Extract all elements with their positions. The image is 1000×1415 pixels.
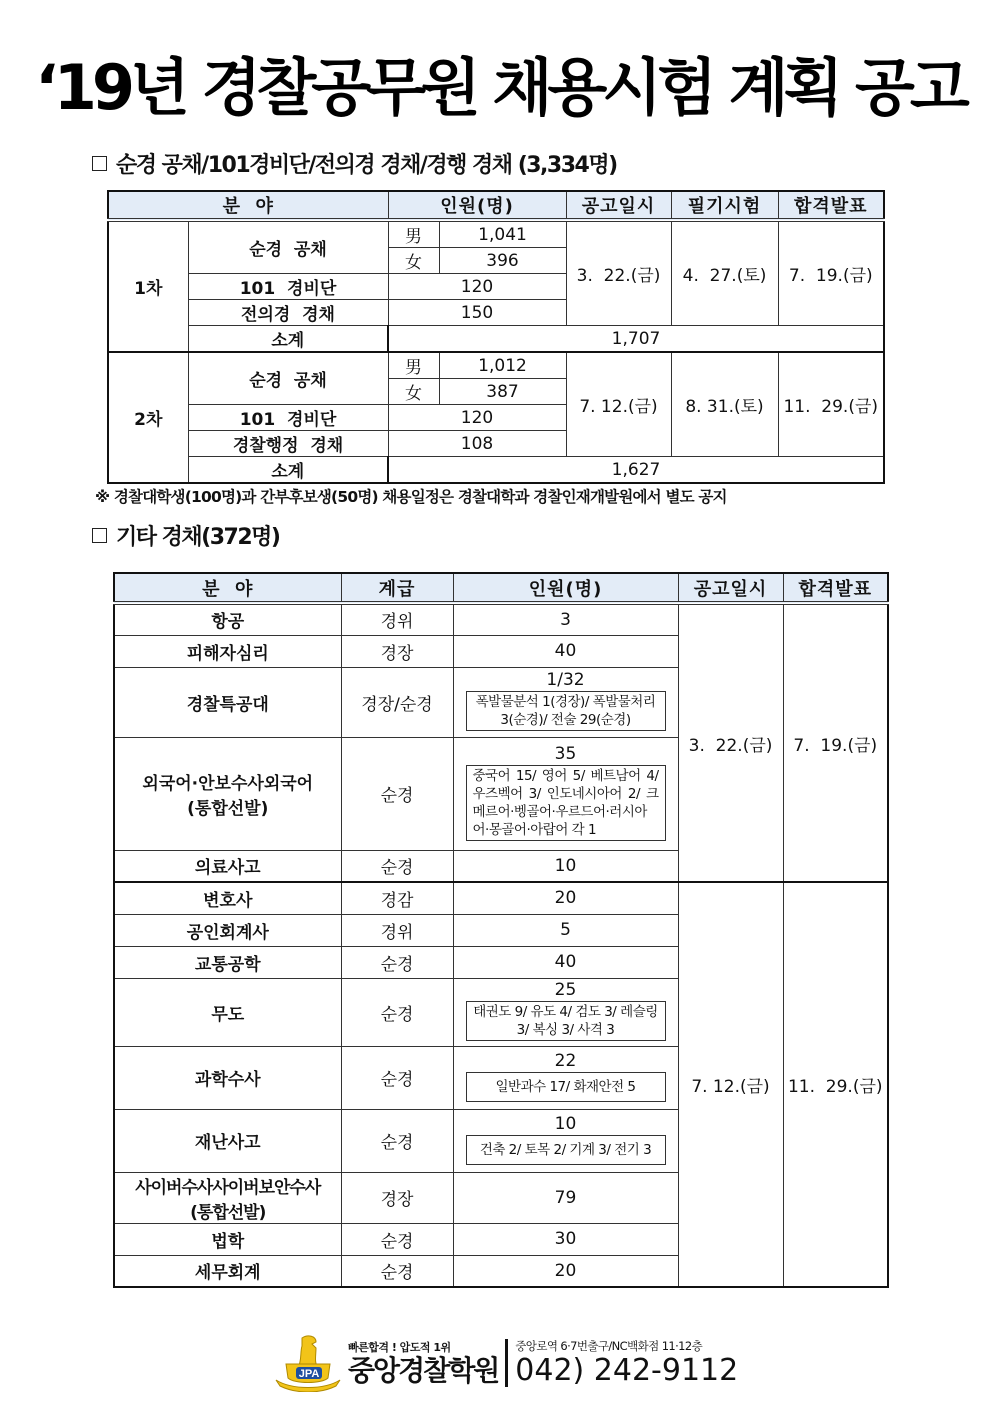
header-result: 합격발표 bbox=[778, 191, 884, 220]
group2-announce-date: 7. 12.(금) bbox=[678, 882, 783, 1287]
round1-result-date: 7. 19.(금) bbox=[778, 220, 884, 326]
count-cell: 20 bbox=[453, 1255, 678, 1287]
round2-field-0: 순경 공채 bbox=[188, 352, 388, 405]
round1-announce-date: 3. 22.(금) bbox=[566, 220, 671, 326]
count-cell bbox=[453, 737, 678, 850]
header-announce: 공고일시 bbox=[566, 191, 671, 220]
round2-result-date: 11. 29.(금) bbox=[778, 352, 884, 457]
count-cell: 79 bbox=[453, 1172, 678, 1223]
field-cell: 교통공학 bbox=[114, 946, 341, 978]
brand-block bbox=[348, 1339, 498, 1387]
header-count: 인원(명) bbox=[388, 191, 566, 220]
header-count: 인원(명) bbox=[453, 573, 678, 603]
female-label: 女 bbox=[388, 248, 439, 274]
rank-cell: 순경 bbox=[341, 1223, 453, 1255]
round2-count-2: 108 bbox=[388, 431, 566, 457]
rank-cell: 경감 bbox=[341, 882, 453, 914]
count-cell: 20 bbox=[453, 882, 678, 914]
rank-cell: 순경 bbox=[341, 978, 453, 1046]
round2-written-date: 8. 31.(토) bbox=[671, 352, 778, 457]
field-cell: 의료사고 bbox=[114, 850, 341, 882]
round2-female-count: 387 bbox=[439, 379, 566, 405]
round1-field-2: 전의경 경채 bbox=[188, 300, 388, 326]
field-cell bbox=[114, 737, 341, 850]
detail-box: 중국어 15/ 영어 5/ 베트남어 4/ 우즈벡어 3/ 인도네시아어 2/ 크메르어·벵골어·우르드어·러시아어·몽골어·아랍어 각 1 bbox=[466, 765, 666, 841]
field-cell: 세무회계 bbox=[114, 1255, 341, 1287]
group2-result-date: 11. 29.(금) bbox=[783, 882, 888, 1287]
brand-name: 중앙경찰학원 bbox=[348, 1354, 499, 1387]
round1-count-2: 150 bbox=[388, 300, 566, 326]
field-cell: 공인회계사 bbox=[114, 914, 341, 946]
round1-written-date: 4. 27.(토) bbox=[671, 220, 778, 326]
count-cell: 5 bbox=[453, 914, 678, 946]
detail-box: 건축 2/ 토목 2/ 기계 3/ 전기 3 bbox=[466, 1135, 666, 1165]
round1-male-count: 1,041 bbox=[439, 220, 566, 248]
field-cell: 항공 bbox=[114, 603, 341, 635]
section2-heading-text: 기타 경채(372명) bbox=[116, 525, 280, 550]
field-cell bbox=[114, 1172, 341, 1223]
jpa-eagle-logo-icon bbox=[272, 1334, 344, 1392]
rank-cell: 경장 bbox=[341, 1172, 453, 1223]
header-result: 합격발표 bbox=[783, 573, 888, 603]
field-cell: 재난사고 bbox=[114, 1109, 341, 1172]
field-subname: (통합선발) bbox=[187, 798, 269, 819]
round2-label: 2차 bbox=[108, 352, 188, 483]
count-cell: 40 bbox=[453, 635, 678, 667]
count-cell bbox=[453, 1109, 678, 1172]
round2-male-count: 1,012 bbox=[439, 352, 566, 379]
field-name: 외국어·안보수사외국어 bbox=[142, 773, 314, 794]
detail-box: 태권도 9/ 유도 4/ 검도 3/ 레슬링 3/ 복싱 3/ 사격 3 bbox=[466, 1001, 666, 1041]
count-cell bbox=[453, 667, 678, 737]
round1-label: 1차 bbox=[108, 220, 188, 352]
header-announce: 공고일시 bbox=[678, 573, 783, 603]
detail-box: 일반과수 17/ 화재안전 5 bbox=[466, 1072, 666, 1102]
table-row bbox=[114, 882, 888, 914]
round1-field-1: 101 경비단 bbox=[188, 274, 388, 300]
count-cell: 30 bbox=[453, 1223, 678, 1255]
round1-female-count: 396 bbox=[439, 248, 566, 274]
count-value: 1/32 bbox=[546, 670, 585, 690]
address: 중앙로역 6·7번출구/NC백화점 11·12층 bbox=[515, 1339, 703, 1353]
count-cell bbox=[453, 978, 678, 1046]
checkbox-icon bbox=[92, 528, 107, 543]
field-name: 사이버수사사이버보안수사 bbox=[135, 1177, 321, 1198]
section2-heading bbox=[92, 520, 279, 551]
rank-cell: 경장 bbox=[341, 635, 453, 667]
rank-cell: 경위 bbox=[341, 603, 453, 635]
count-value: 10 bbox=[554, 1113, 577, 1134]
divider bbox=[505, 1339, 508, 1387]
section1-heading bbox=[92, 148, 617, 179]
header-rank: 계급 bbox=[341, 573, 453, 603]
field-cell: 변호사 bbox=[114, 882, 341, 914]
round2-field-2: 경찰행정 경채 bbox=[188, 431, 388, 457]
rank-cell: 순경 bbox=[341, 737, 453, 850]
round1-field-0: 순경 공채 bbox=[188, 220, 388, 274]
rank-cell: 순경 bbox=[341, 1255, 453, 1287]
field-cell: 무도 bbox=[114, 978, 341, 1046]
female-label: 女 bbox=[388, 379, 439, 405]
round1-count-1: 120 bbox=[388, 274, 566, 300]
male-label: 男 bbox=[388, 352, 439, 379]
count-cell: 40 bbox=[453, 946, 678, 978]
round1-subtotal-label: 소계 bbox=[188, 326, 388, 353]
footnote: ※ 경찰대학생(100명)과 간부후보생(50명) 채용일정은 경찰대학과 경찰인재개발원에서 별도 공지 bbox=[95, 488, 727, 506]
count-value: 35 bbox=[554, 743, 577, 764]
detail-box: 폭발물분석 1(경장)/ 폭발물처리 3(순경)/ 전술 29(순경) bbox=[466, 691, 666, 731]
checkbox-icon bbox=[92, 156, 107, 171]
slogan: 빠른합격 ! 압도적 1위 bbox=[348, 1341, 451, 1354]
page-title: ‘19년 경찰공무원 채용시험 계획 공고 bbox=[35, 51, 965, 124]
rank-cell: 경장/순경 bbox=[341, 667, 453, 737]
round2-count-1: 120 bbox=[388, 405, 566, 431]
count-cell: 10 bbox=[453, 850, 678, 882]
round2-announce-date: 7. 12.(금) bbox=[566, 352, 671, 457]
header-field: 분 야 bbox=[114, 573, 341, 603]
field-subname: (통합선발) bbox=[190, 1202, 266, 1223]
count-value: 22 bbox=[554, 1050, 577, 1071]
section1-heading-text: 순경 공채/101경비단/전의경 경채/경행 경채 (3,334명) bbox=[116, 153, 617, 178]
male-label: 男 bbox=[388, 220, 439, 248]
round1-subtotal: 1,707 bbox=[388, 326, 884, 353]
count-value: 25 bbox=[554, 980, 577, 1000]
header-field: 분 야 bbox=[108, 191, 388, 220]
round2-subtotal: 1,627 bbox=[388, 457, 884, 484]
field-cell: 피해자심리 bbox=[114, 635, 341, 667]
group1-announce-date: 3. 22.(금) bbox=[678, 603, 783, 882]
header-written: 필기시험 bbox=[671, 191, 778, 220]
round2-field-1: 101 경비단 bbox=[188, 405, 388, 431]
rank-cell: 순경 bbox=[341, 1109, 453, 1172]
recruitment-table-1 bbox=[107, 190, 885, 484]
count-cell: 3 bbox=[453, 603, 678, 635]
field-cell: 과학수사 bbox=[114, 1046, 341, 1109]
svg-text:JPA: JPA bbox=[298, 1368, 320, 1380]
rank-cell: 순경 bbox=[341, 1046, 453, 1109]
group1-result-date: 7. 19.(금) bbox=[783, 603, 888, 882]
rank-cell: 순경 bbox=[341, 850, 453, 882]
round2-subtotal-label: 소계 bbox=[188, 457, 388, 484]
rank-cell: 순경 bbox=[341, 946, 453, 978]
academy-footer bbox=[272, 1333, 738, 1393]
contact-block bbox=[515, 1338, 738, 1388]
field-cell: 법학 bbox=[114, 1223, 341, 1255]
recruitment-table-2 bbox=[113, 572, 889, 1288]
rank-cell: 경위 bbox=[341, 914, 453, 946]
phone-number: 042) 242-9112 bbox=[515, 1353, 739, 1388]
field-cell: 경찰특공대 bbox=[114, 667, 341, 737]
count-cell bbox=[453, 1046, 678, 1109]
table-row bbox=[114, 603, 888, 635]
